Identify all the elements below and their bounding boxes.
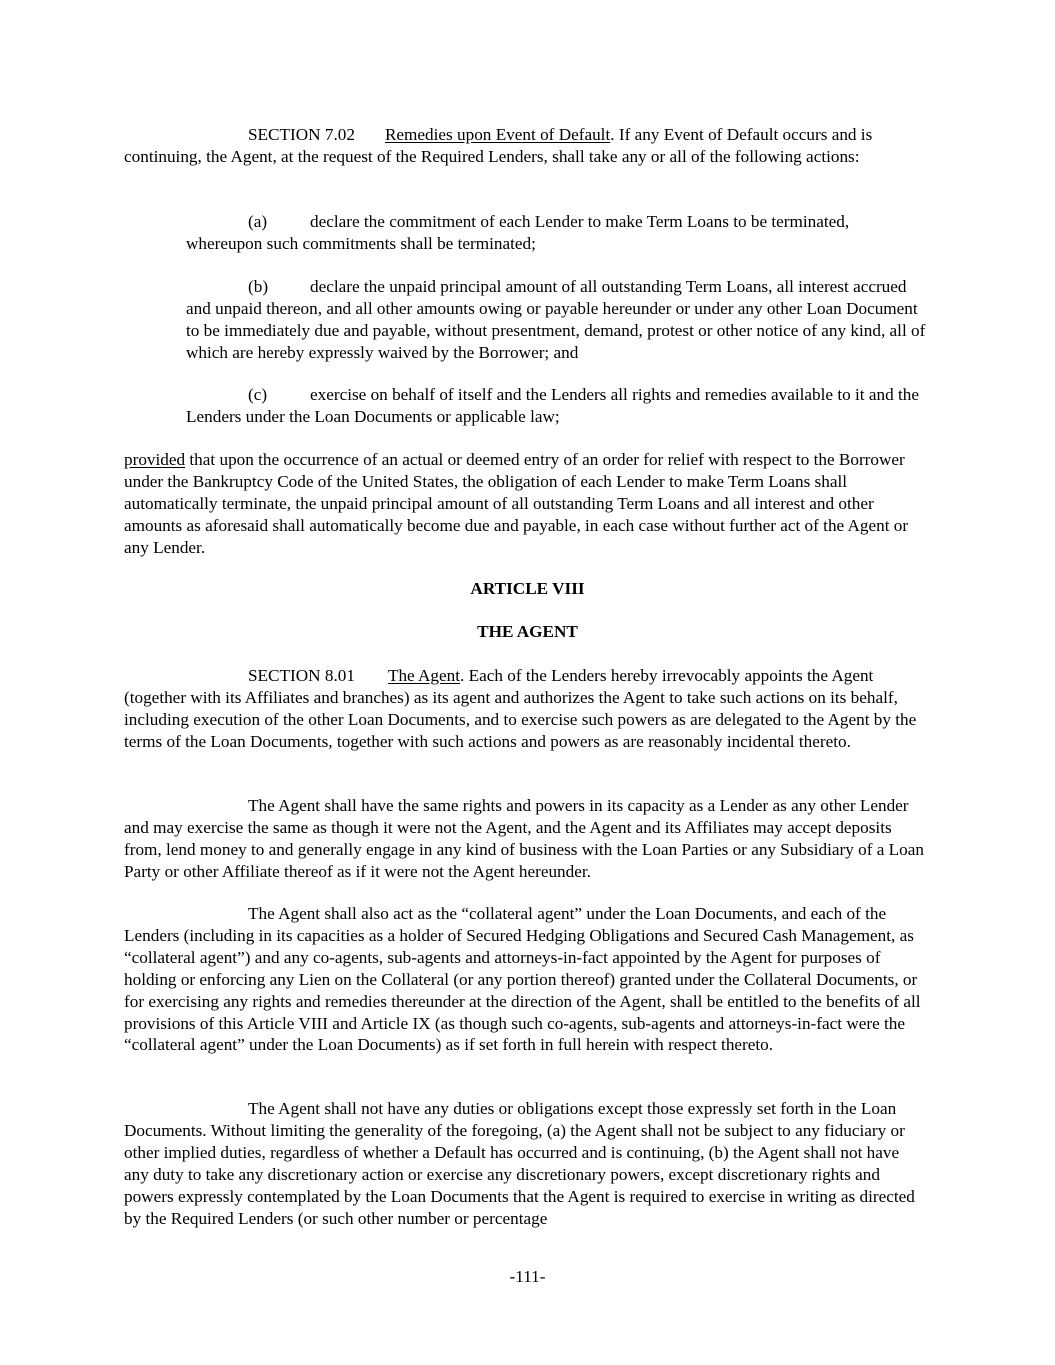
article-title: THE AGENT [477, 622, 578, 641]
clause-b-text: declare the unpaid principal amount of all outstanding Term Loans, all interest accrued and unpaid thereon, and all other amounts owing or payable hereunder or under any other Loan Document to be immediately due and payable, without presentment, demand, protest or other notice of any kind, all of which are hereby expressly waived by the Borrower; and [186, 277, 926, 362]
agent-paragraph-1: The Agent shall have the same rights and powers in its capacity as a Lender as any other Lender and may exercise the same as though it were not the Agent, and the Agent and its Affiliates may accept deposits from, lend money to and generally engage in any kind of business with the Loan Parties or any Subsidiary of a Loan Party or other Affiliate thereof as if it were not the Agent hereunder. [124, 796, 924, 881]
agent-paragraph-3: The Agent shall not have any duties or obligations except those expressly set forth in the Loan Documents. Without limiting the generality of the foregoing, (a) the Agent shall not be subject to any fiduciary or other implied duties, regardless of whether a Default has occurred and is continuing, (b) the Agent shall not have any duty to take any discretionary action or exercise any discretionary powers, except discretionary rights and powers expressly contemplated by the Loan Documents that the Agent is required to exercise in writing as directed by the Required Lenders (or such other number or percentage [124, 1099, 915, 1228]
clause-a-label: (a) [248, 212, 268, 231]
clause-a [186, 211, 926, 255]
clause-c [186, 384, 926, 428]
section-8-01-text: . Each of the Lenders hereby irrevocably appoints the Agent (together with its Affiliates and branches) as its agent and authorizes the Agent to take such actions on its behalf, including execution of the other Loan Documents, and to exercise such powers as are delegated to the Agent by the terms of the Loan Documents, together with such actions and powers as are reasonably incidental thereto. [124, 666, 917, 751]
article-heading: ARTICLE VIII [470, 579, 585, 598]
proviso-paragraph [124, 449, 924, 559]
page-number: -111- [509, 1267, 546, 1286]
clause-c-text: exercise on behalf of itself and the Lenders all rights and remedies available to it and the Lenders under the Loan Documents or applicable law; [186, 385, 919, 426]
clause-b-label: (b) [248, 277, 269, 296]
section-8-01-number: SECTION 8.01 [248, 666, 355, 685]
section-7-02-number: SECTION 7.02 [248, 125, 355, 144]
section-7-02 [124, 124, 924, 168]
agent-paragraph-2: The Agent shall also act as the “collateral agent” under the Loan Documents, and each of the Lenders (including in its capacities as a holder of Secured Hedging Obligations and Secured Cash Management, as “collateral agent”) and any co-agents, sub-agents and attorneys-in-fact appointed by the Agent for purposes of holding or enforcing any Lien on the Collateral (or any portion thereof) granted under the Collateral Documents, or for exercising any rights and remedies thereunder at the direction of the Agent, shall be entitled to the benefits of all provisions of this Article VIII and Article IX (as though such co-agents, sub-agents and attorneys-in-fact were the “collateral agent” under the Loan Documents) as if set forth in full herein with respect thereto. [124, 904, 921, 1055]
section-7-02-title: Remedies upon Event of Default [384, 125, 611, 144]
proviso-text: that upon the occurrence of an actual or deemed entry of an order for relief with respect to the Borrower under the Bankruptcy Code of the United States, the obligation of each Lender to make Term Loans shall automatically terminate, the unpaid principal amount of all outstanding Term Loans and all interest and other amounts as aforesaid shall automatically become due and payable, in each case without further act of the Agent or any Lender. [124, 450, 909, 557]
proviso-lead: provided [124, 450, 186, 469]
clause-c-label: (c) [248, 385, 268, 404]
section-8-01 [124, 665, 924, 753]
clause-a-text: declare the commitment of each Lender to make Term Loans to be terminated, whereupon such commitments shall be terminated; [186, 212, 850, 253]
clause-b [186, 276, 926, 364]
section-7-02-text: . If any Event of Default occurs and is continuing, the Agent, at the request of the Required Lenders, shall take any or all of the following actions: [124, 125, 873, 166]
section-8-01-title: The Agent [387, 666, 461, 685]
